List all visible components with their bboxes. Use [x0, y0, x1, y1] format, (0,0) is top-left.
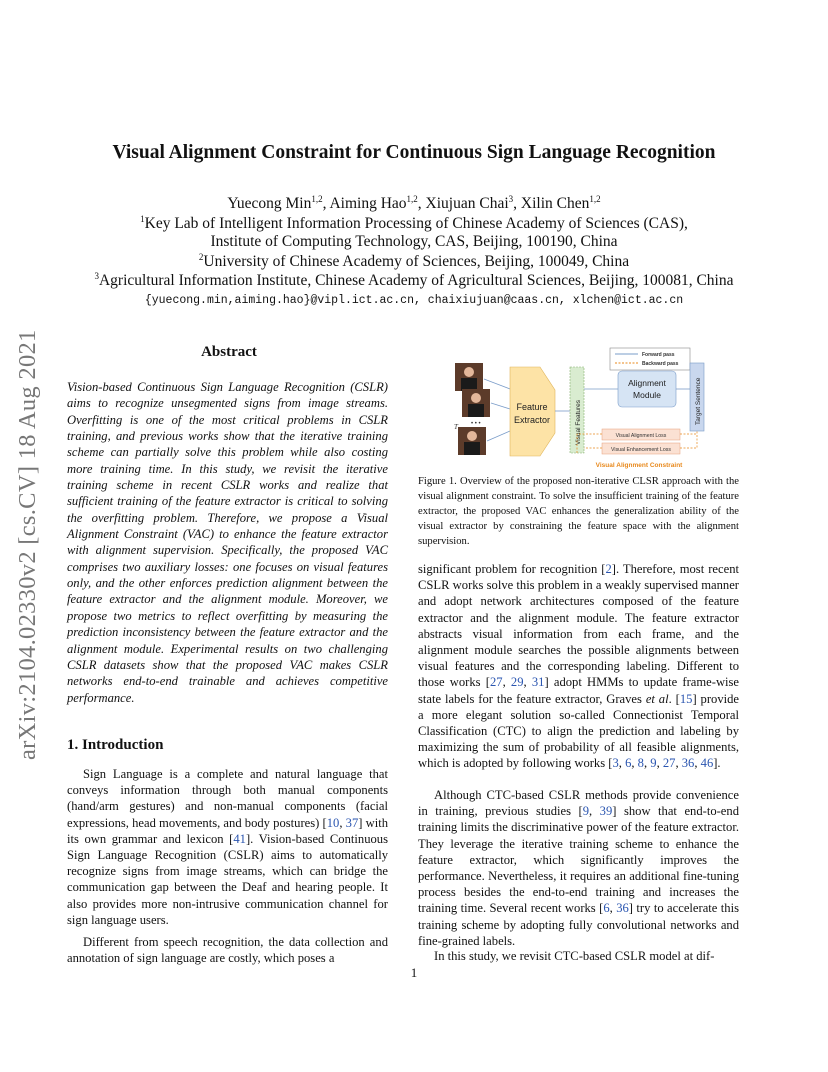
- citation-link[interactable]: 3: [612, 756, 619, 771]
- arxiv-stamp: arXiv:2104.02330v2 [cs.CV] 18 Aug 2021: [14, 329, 41, 760]
- citation-link[interactable]: 9: [650, 756, 657, 771]
- citation-link[interactable]: 36: [681, 756, 695, 771]
- citation-link[interactable]: 37: [345, 815, 359, 830]
- vac-label: Visual Alignment Constraint: [595, 462, 683, 469]
- alignment-module-block: [618, 371, 676, 407]
- ellipsis-glyph: • • •: [471, 421, 481, 427]
- affiliation-3: $^3$Agricultural Information Institute, Chinese Academy of Agricultural Sciences, Beijing, 100081, China: [94, 271, 734, 290]
- affiliation-2: $^2$University of Chinese Academy of Sciences, Beijing, 100049, China: [198, 252, 630, 271]
- affiliation-1: $^1$Key Lab of Intelligent Information Processing of Chinese Academy of Sciences (CAS),: [140, 214, 688, 233]
- feature-extractor-label-2: Extractor: [513, 415, 551, 425]
- legend-backward-text: Backward pass: [642, 361, 679, 367]
- citation-link[interactable]: 6: [625, 756, 632, 771]
- abstract-heading: Abstract: [201, 344, 257, 360]
- video-frame-stack: [455, 363, 490, 455]
- author-emails: {yuecong.min,aiming.hao}@vipl.ict.ac.cn, chaixiujuan@caas.cn, xlchen@ict.ac.cn: [144, 294, 684, 307]
- citation-link[interactable]: 27: [662, 756, 676, 771]
- affiliation-1-cont: Institute of Computing Technology, CAS, Beijing, 100190, China: [210, 233, 618, 250]
- figure-1-diagram: [440, 345, 740, 470]
- citation-link[interactable]: 29: [510, 675, 524, 690]
- citation-link[interactable]: 41: [233, 831, 246, 846]
- right-paragraph-1: significant problem for recognition [2]. Therefore, most recent CSLR works solve this problem in a weakly supervised manner and adopt network architectures composed of the feature extractor and the alignment module. The feature extractor abstracts visual information from each frame, and the alignment module searches the possible alignments between visual features and the corresponding labeling. Different to those works [27, 29, 31] adopt HMMs to update frame-wise state labels for the feature extractor, Graves et al. [15] provide a more elegant solution so-called Connectionist Temporal Classification (CTC) to align the prediction and labeling by maximizing the sum of probability of all feasible alignments, which is adopted by following works [3, 6, 8, 9, 27, 36, 46].: [418, 562, 740, 771]
- legend-forward-text: Forward pass: [642, 352, 675, 358]
- figure-1-caption: Figure 1. Overview of the proposed non-iterative CLSR approach with the visual alignment constraint. To solve the insufficient training of the feature extractor, the proposed VAC enhances the generalization ability of the visual extractor by constraining the feature space with the alignment supervision.: [418, 476, 739, 547]
- visual-alignment-loss-label: Visual Alignment Loss: [615, 433, 667, 439]
- citation-link[interactable]: 10: [326, 815, 340, 830]
- citation-link[interactable]: 39: [599, 804, 613, 819]
- time-axis-label: T: [454, 423, 458, 431]
- citation-link[interactable]: 15: [679, 691, 693, 706]
- paper-title: Visual Alignment Constraint for Continuous Sign Language Recognition: [112, 142, 716, 163]
- abstract-body: Vision-based Continuous Sign Language Recognition (CSLR) aims to recognize unsegmented signs from image streams. Overfitting is one of the most critical problems in CSLR training, and previous works show that the iterative training scheme can partially solve this problem while also costing more training time. In this study, we revisit the iterative training scheme in recent CSLR works and realize that sufficient training of the feature extractor is critical to solving the overfitting problem. Therefore, we propose a Visual Alignment Constraint (VAC) to enhance the feature extractor with alignment supervision. Specifically, the proposed VAC comprises two auxiliary losses: one focuses on visual features only, and the other enforces prediction alignment between the feature extractor and the alignment module. Moreover, we propose two metrics to reflect overfitting by measuring the prediction inconsistency between the feature extractor and the alignment module. Experimental results on two challenging CSLR datasets show that the proposed VAC makes CSLR networks end-to-end trainable and achieves competitive performance.: [67, 380, 388, 705]
- section-heading-introduction: 1. Introduction: [67, 737, 164, 753]
- intro-paragraph-1: Sign Language is a complete and natural language that conveys information through both manual components (hand/arm gestures) and non-manual components (facial expressions, head movements, and body postures) [10, 37] with its own grammar and lexicon [41]. Vision-based Continuous Sign Language Recognition (CSLR) aims to automatically recognize signs from image streams, which can bridge the communication gap between the Deaf and hearing people. It also provides more non-intrusive communication channel for sign language users.: [67, 767, 388, 927]
- intro-paragraph-2: Different from speech recognition, the data collection and annotation of sign language are costly, which poses a: [67, 935, 388, 966]
- author-list: Yuecong Min$^{1,2}$, Aiming Hao$^{1,2}$, Xiujuan Chai$^3$, Xilin Chen$^{1,2}$: [227, 194, 601, 213]
- citation-link[interactable]: 6: [603, 901, 610, 916]
- citation-link[interactable]: 31: [531, 675, 545, 690]
- page-number: 1: [410, 965, 418, 980]
- citation-link[interactable]: 8: [637, 756, 644, 771]
- right-paragraph-3: In this study, we revisit CTC-based CSLR model at dif-: [434, 949, 715, 963]
- alignment-module-label: Alignment: [628, 378, 666, 388]
- citation-link[interactable]: 36: [616, 901, 629, 916]
- feature-extractor-label: Feature: [516, 402, 548, 412]
- citation-link[interactable]: 27: [489, 675, 503, 690]
- citation-link[interactable]: 46: [700, 756, 714, 771]
- right-paragraph-2: Although CTC-based CSLR methods provide convenience in training, previous studies [9, 39] show that end-to-end training limits the discriminative power of the feature extractor. They leverage the iterative training scheme to enhance the feature extractor, which significantly improves the performance. Nevertheless, it requires an additional fine-tuning process besides the end-to-end training and increases the training time. Several recent works [6, 36] try to accelerate this training scheme by adopting fully convolutional networks and fine-grained labels.: [418, 788, 739, 948]
- visual-enhancement-loss-label: Visual Enhancement Loss: [611, 447, 671, 453]
- target-sentence-label: Target Sentence: [695, 377, 702, 425]
- citation-link[interactable]: 2: [605, 562, 612, 576]
- visual-features-label: Visual Features: [575, 399, 582, 445]
- alignment-module-label-2: Module: [633, 390, 661, 400]
- citation-link[interactable]: 9: [582, 804, 589, 819]
